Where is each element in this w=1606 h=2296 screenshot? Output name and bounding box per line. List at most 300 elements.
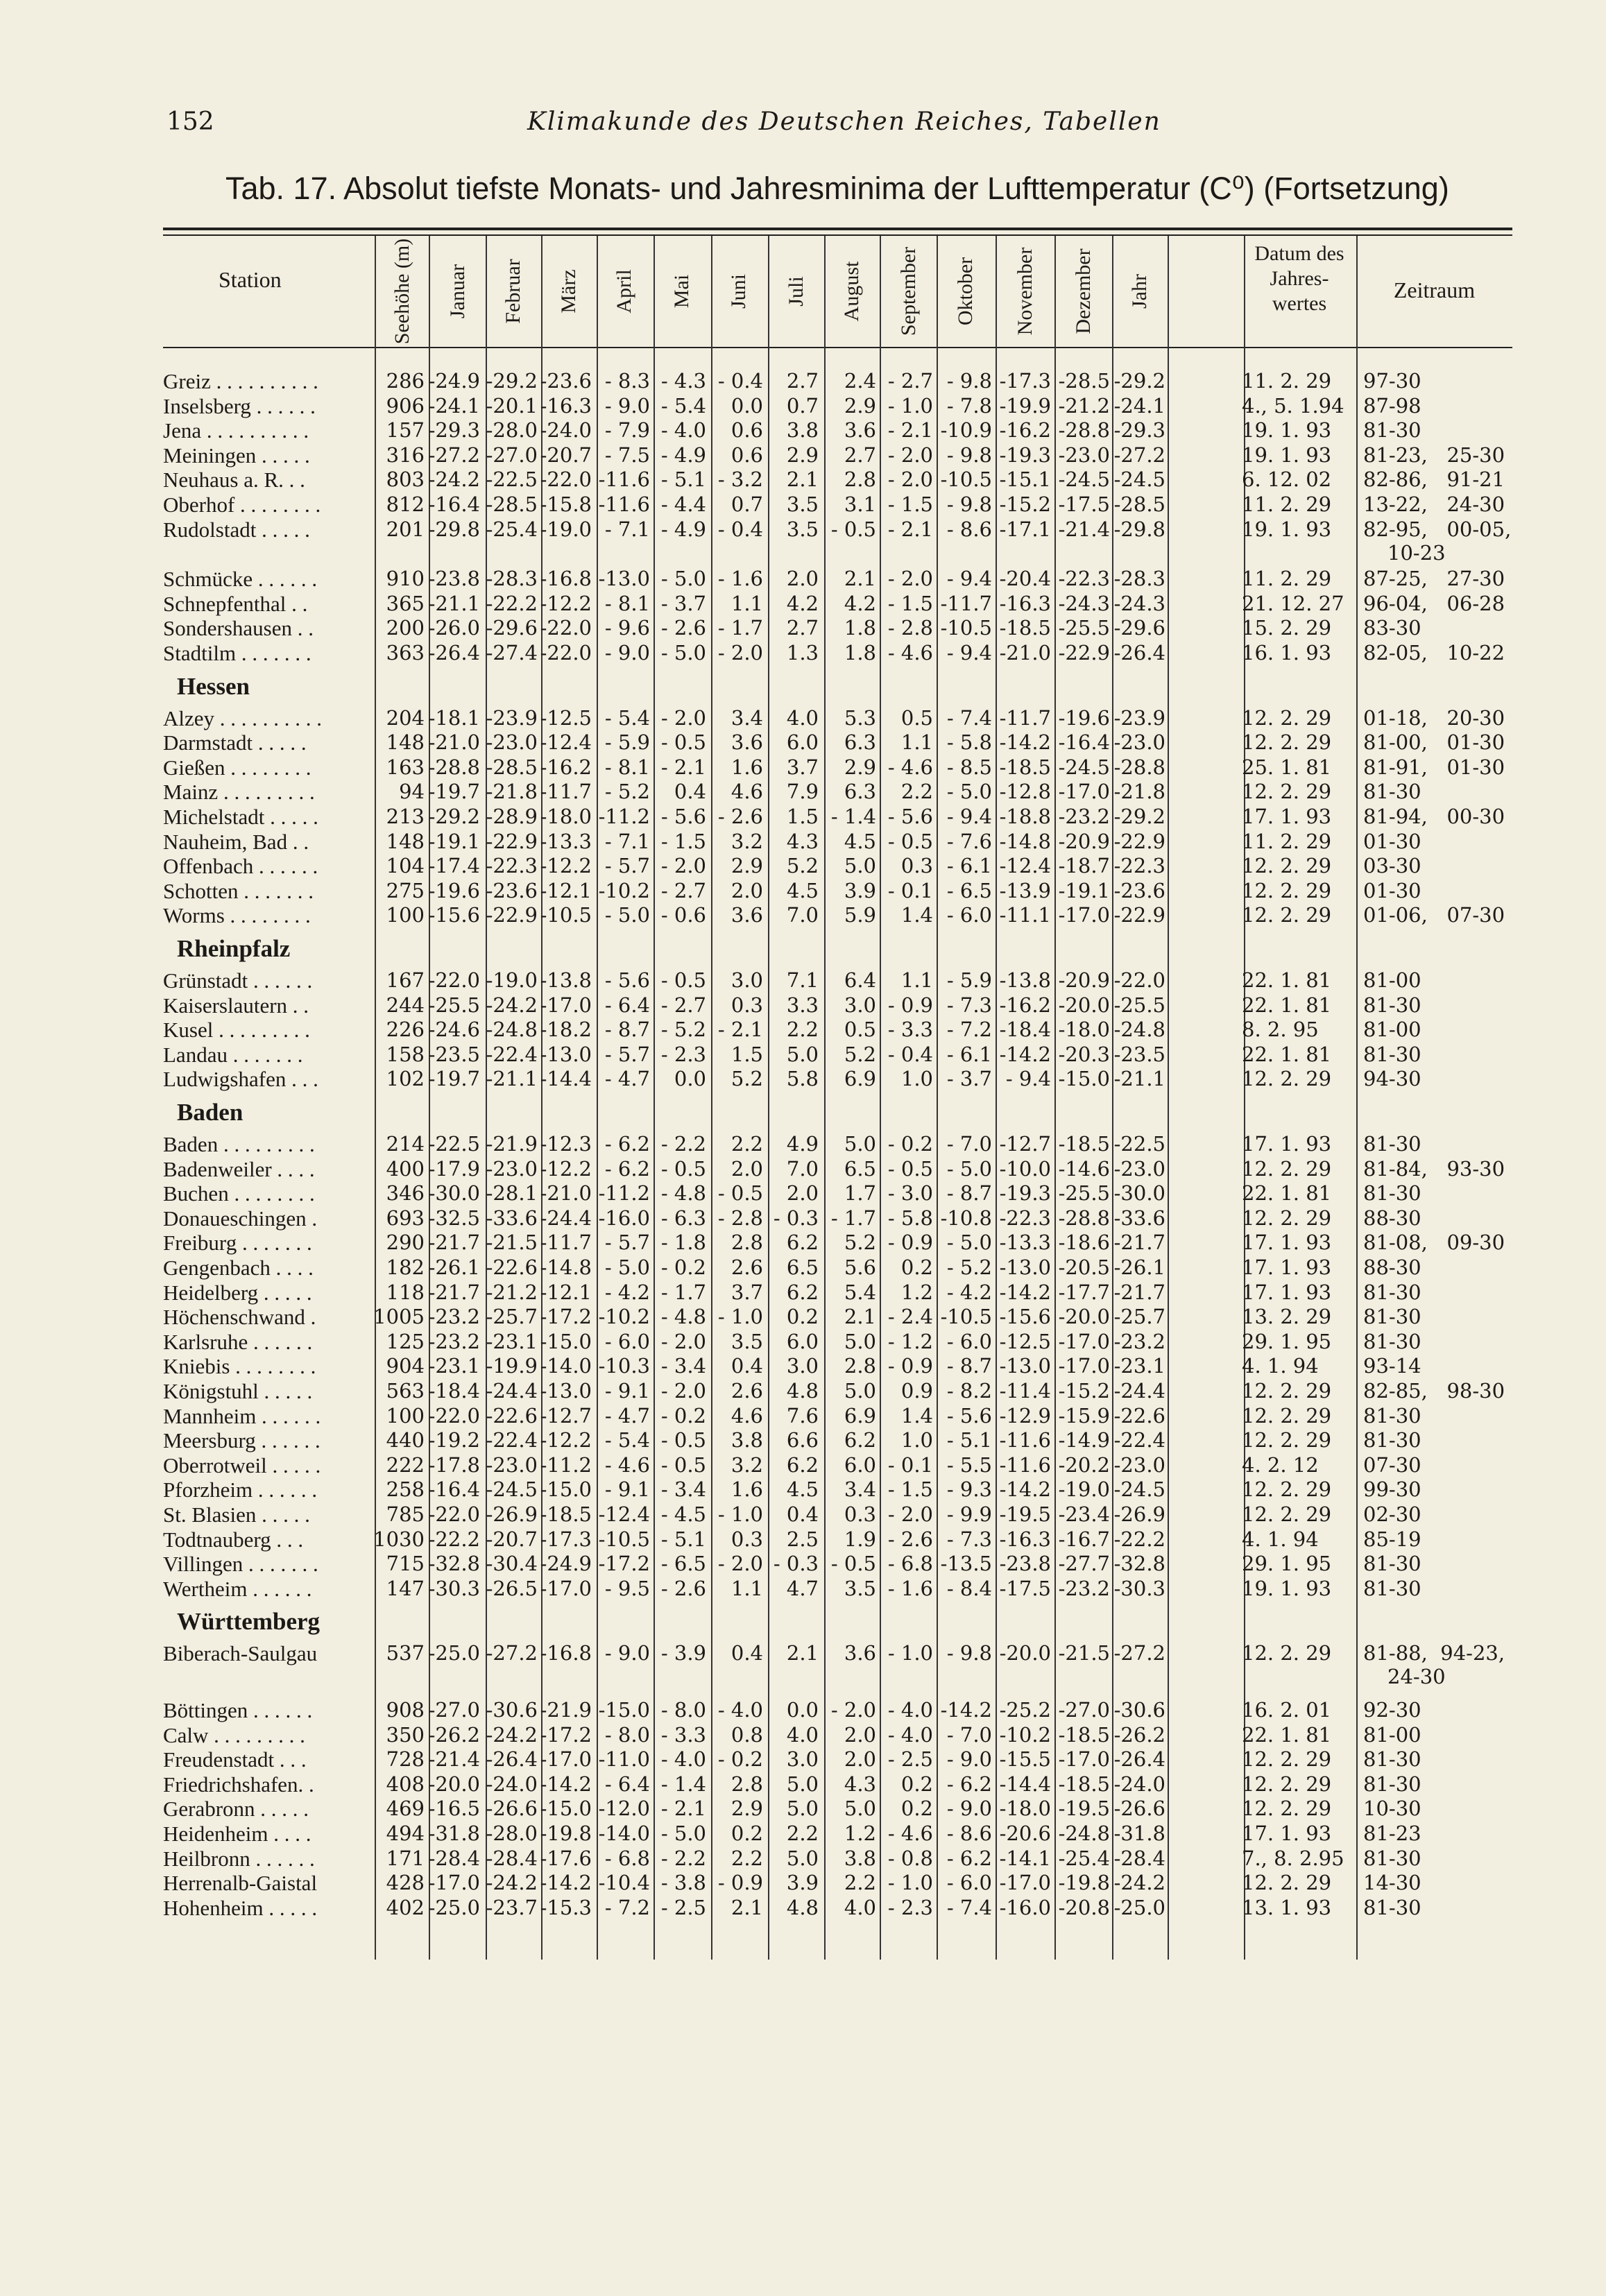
month-cell: - 5.7 — [604, 854, 650, 878]
month-cell: - 2.7 — [660, 878, 706, 902]
month-cell: - 1.0 — [887, 1871, 933, 1895]
month-cell: -23.0 — [1113, 730, 1165, 755]
month-cell: -16.2 — [540, 755, 592, 779]
month-cell: 1.1 — [731, 1576, 763, 1600]
month-cell: -26.1 — [428, 1256, 480, 1279]
month-cell: -10.8 — [940, 1206, 992, 1230]
month-cell: 4.5 — [844, 829, 876, 853]
column-header-zeitraum: Zeitraum — [1393, 277, 1476, 302]
month-cell: - 3.4 — [660, 1477, 706, 1502]
table-row — [0, 1330, 1606, 1353]
month-cell: -17.0 — [1058, 780, 1110, 804]
month-cell: 0.3 — [731, 1527, 763, 1551]
zeitraum-cell: 81-08, 09-30 — [1363, 1231, 1505, 1255]
month-cell: - 5.0 — [946, 1231, 992, 1255]
month-cell: -23.4 — [1058, 1502, 1110, 1526]
month-cell: 1.0 — [900, 1428, 933, 1453]
month-cell: 2.8 — [731, 1231, 763, 1255]
month-cell: -13.0 — [598, 567, 650, 591]
month-cell: -28.5 — [1113, 492, 1165, 516]
month-cell: -24.2 — [428, 468, 480, 492]
table-row — [0, 1067, 1606, 1090]
month-cell: -18.6 — [1058, 1231, 1110, 1255]
datum-cell: 16. 1. 93 — [1242, 641, 1332, 665]
month-cell: - 8.5 — [946, 755, 992, 779]
month-cell: -24.4 — [1113, 1379, 1165, 1403]
month-cell: - 1.4 — [660, 1772, 706, 1796]
zeitraum-cell: 94-30 — [1363, 1067, 1421, 1091]
month-cell: 0.7 — [786, 393, 819, 418]
month-cell: -19.3 — [999, 443, 1051, 467]
column-header-month: August — [840, 261, 863, 322]
month-cell: - 4.0 — [660, 1747, 706, 1772]
month-cell: - 2.0 — [660, 705, 706, 730]
month-cell: - 4.8 — [660, 1181, 706, 1206]
month-cell: - 0.4 — [887, 1042, 933, 1066]
month-cell: -14.0 — [540, 1354, 592, 1378]
month-cell: - 3.9 — [660, 1641, 706, 1665]
seehoehe-cell: 715 — [386, 1552, 425, 1576]
table-row — [0, 968, 1606, 992]
month-cell: -21.0 — [428, 730, 480, 755]
seehoehe-cell: 316 — [386, 443, 425, 467]
month-cell: -17.1 — [999, 517, 1051, 541]
month-cell: -18.0 — [1058, 1018, 1110, 1042]
zeitraum-cell: 81-30 — [1363, 1576, 1421, 1600]
month-cell: 2.2 — [844, 1871, 876, 1895]
month-cell: -17.0 — [1058, 1329, 1110, 1353]
month-cell: -18.5 — [1058, 1722, 1110, 1747]
month-cell: -18.5 — [999, 616, 1051, 640]
month-cell: - 8.7 — [604, 1018, 650, 1042]
month-cell: 1.2 — [900, 1280, 933, 1304]
zeitraum-cell: 99-30 — [1363, 1477, 1421, 1502]
datum-cell: 19. 1. 93 — [1242, 418, 1332, 443]
seehoehe-cell: 906 — [386, 393, 425, 418]
column-header-month: April — [613, 269, 635, 314]
month-cell: -11.6 — [999, 1453, 1051, 1477]
station-name: Ludwigshafen . . . — [163, 1067, 318, 1092]
month-cell: -20.0 — [1058, 1305, 1110, 1329]
datum-cell: 11. 2. 29 — [1242, 829, 1332, 853]
month-cell: -24.0 — [486, 1772, 538, 1796]
month-cell: - 5.4 — [604, 1428, 650, 1453]
month-cell: -14.2 — [940, 1698, 992, 1722]
station-name: Mainz . . . . . . . . . — [163, 780, 315, 805]
month-cell: -28.8 — [1058, 1206, 1110, 1230]
datum-cell: 4. 1. 94 — [1242, 1527, 1319, 1551]
month-cell: - 7.2 — [946, 1018, 992, 1042]
month-cell: - 9.3 — [946, 1477, 992, 1502]
month-cell: 3.2 — [731, 1453, 763, 1477]
month-cell: -21.4 — [1058, 517, 1110, 541]
month-cell: - 5.6 — [946, 1403, 992, 1428]
month-cell: -18.4 — [428, 1379, 480, 1403]
seehoehe-cell: 803 — [386, 468, 425, 492]
month-cell: -14.2 — [999, 730, 1051, 755]
month-cell: -22.2 — [428, 1527, 480, 1551]
month-cell: - 5.6 — [887, 805, 933, 828]
table-row — [0, 1404, 1606, 1428]
month-cell: 2.0 — [786, 1181, 819, 1206]
month-cell: -30.3 — [428, 1576, 480, 1600]
seehoehe-cell: 158 — [386, 1042, 425, 1066]
month-cell: 3.0 — [786, 1354, 819, 1378]
month-cell: -26.0 — [428, 616, 480, 640]
month-cell: -22.3 — [486, 854, 538, 878]
month-cell: -23.8 — [428, 567, 480, 591]
month-cell: 5.9 — [844, 903, 876, 927]
month-cell: - 0.5 — [887, 829, 933, 853]
month-cell: -25.0 — [428, 1641, 480, 1665]
month-cell: - 4.2 — [946, 1280, 992, 1304]
month-cell: - 8.4 — [946, 1576, 992, 1600]
section-heading: Rheinpfalz — [177, 935, 291, 962]
month-cell: -29.8 — [1113, 517, 1165, 541]
month-cell: -12.4 — [999, 854, 1051, 878]
month-cell: - 1.7 — [717, 616, 763, 640]
month-cell: -10.4 — [598, 1871, 650, 1895]
datum-cell: 17. 1. 93 — [1242, 1280, 1332, 1304]
month-cell: - 4.8 — [660, 1305, 706, 1329]
month-cell: - 1.2 — [887, 1329, 933, 1353]
zeitraum-cell: 07-30 — [1363, 1453, 1421, 1477]
month-cell: -15.0 — [540, 1477, 592, 1502]
month-cell: -12.3 — [540, 1132, 592, 1156]
month-cell: - 9.8 — [946, 492, 992, 516]
month-cell: - 2.0 — [887, 1502, 933, 1526]
month-cell: -23.0 — [1058, 443, 1110, 467]
month-cell: -23.2 — [1058, 805, 1110, 828]
month-cell: - 4.6 — [887, 641, 933, 665]
seehoehe-cell: 94 — [399, 780, 425, 804]
month-cell: - 1.4 — [830, 805, 876, 828]
month-cell: -28.1 — [486, 1181, 538, 1206]
month-cell: 4.7 — [786, 1576, 819, 1600]
datum-cell: 11. 2. 29 — [1242, 369, 1332, 393]
month-cell: -30.0 — [428, 1181, 480, 1206]
month-cell: 3.0 — [844, 993, 876, 1017]
seehoehe-cell: 363 — [386, 641, 425, 665]
month-cell: -11.6 — [598, 468, 650, 492]
station-name: Gengenbach . . . . — [163, 1256, 314, 1280]
month-cell: -24.1 — [1113, 393, 1165, 418]
month-cell: -30.3 — [1113, 1576, 1165, 1600]
month-cell: - 0.5 — [887, 1156, 933, 1181]
month-cell: 2.8 — [731, 1772, 763, 1796]
month-cell: 3.5 — [786, 517, 819, 541]
month-cell: 0.2 — [900, 1797, 933, 1821]
month-cell: -22.3 — [1058, 567, 1110, 591]
table-row — [0, 1181, 1606, 1205]
month-cell: - 4.6 — [887, 1822, 933, 1845]
month-cell: -26.4 — [1113, 641, 1165, 665]
month-cell: - 4.0 — [660, 418, 706, 443]
month-cell: - 3.8 — [660, 1871, 706, 1895]
month-cell: 3.5 — [731, 1329, 763, 1353]
month-cell: -13.0 — [999, 1256, 1051, 1279]
datum-cell: 22. 1. 81 — [1242, 968, 1332, 992]
seehoehe-cell: 171 — [386, 1846, 425, 1870]
month-cell: 7.9 — [786, 780, 819, 804]
month-cell: -12.4 — [598, 1502, 650, 1526]
datum-cell: 17. 1. 93 — [1242, 1822, 1332, 1845]
month-cell: - 9.4 — [1005, 1067, 1051, 1091]
datum-cell: 12. 2. 29 — [1242, 780, 1332, 804]
month-cell: - 0.5 — [660, 1156, 706, 1181]
station-name: Rudolstadt . . . . . — [163, 517, 310, 542]
seehoehe-cell: 286 — [386, 369, 425, 393]
month-cell: - 0.9 — [887, 1354, 933, 1378]
seehoehe-cell: 244 — [386, 993, 425, 1017]
zeitraum-cell: 81-30 — [1363, 780, 1421, 804]
month-cell: -30.4 — [486, 1552, 538, 1576]
month-cell: -17.6 — [540, 1846, 592, 1870]
month-cell: 5.0 — [786, 1797, 819, 1821]
month-cell: - 0.3 — [773, 1552, 819, 1576]
month-cell: - 2.5 — [660, 1895, 706, 1919]
month-cell: 3.0 — [786, 1747, 819, 1772]
month-cell: -26.5 — [486, 1576, 538, 1600]
month-cell: -19.0 — [486, 968, 538, 992]
month-cell: -20.0 — [1058, 993, 1110, 1017]
month-cell: - 0.5 — [717, 1181, 763, 1206]
datum-cell: 12. 2. 29 — [1242, 705, 1332, 730]
month-cell: - 3.3 — [660, 1722, 706, 1747]
month-cell: -12.5 — [999, 1329, 1051, 1353]
datum-cell: 17. 1. 93 — [1242, 1231, 1332, 1255]
datum-cell: 12. 2. 29 — [1242, 1477, 1332, 1502]
month-cell: -16.3 — [999, 1527, 1051, 1551]
month-cell: -26.2 — [428, 1722, 480, 1747]
month-cell: - 9.8 — [946, 369, 992, 393]
station-name: Darmstadt . . . . . — [163, 730, 307, 755]
month-cell: -11.7 — [940, 591, 992, 615]
month-cell: -27.7 — [1058, 1552, 1110, 1576]
month-cell: -18.0 — [999, 1797, 1051, 1821]
table-row — [0, 830, 1606, 853]
station-name: Höchenschwand . — [163, 1305, 316, 1330]
month-cell: -28.3 — [1113, 567, 1165, 591]
seehoehe-cell: 157 — [386, 418, 425, 443]
seehoehe-cell: 100 — [386, 1403, 425, 1428]
month-cell: - 3.3 — [887, 1018, 933, 1042]
month-cell: -21.9 — [540, 1698, 592, 1722]
month-cell: -22.9 — [1058, 641, 1110, 665]
station-name: Hohenheim . . . . . — [163, 1895, 318, 1920]
month-cell: -24.5 — [486, 1477, 538, 1502]
zeitraum-cell: 81-30 — [1363, 1305, 1421, 1329]
month-cell: -10.5 — [940, 616, 992, 640]
table-row — [0, 730, 1606, 754]
column-header-month: November — [1014, 247, 1036, 336]
month-cell: - 6.1 — [946, 854, 992, 878]
station-name: Nauheim, Bad . . — [163, 829, 309, 854]
month-cell: 2.2 — [786, 1018, 819, 1042]
seehoehe-cell: 812 — [386, 492, 425, 516]
month-cell: - 1.8 — [660, 1231, 706, 1255]
table-row — [0, 1698, 1606, 1722]
month-cell: - 2.0 — [887, 443, 933, 467]
month-cell: -29.6 — [1113, 616, 1165, 640]
zeitraum-cell: 01-06, 07-30 — [1363, 903, 1505, 927]
datum-cell: 7., 8. 2.95 — [1242, 1846, 1344, 1870]
month-cell: -20.6 — [999, 1822, 1051, 1845]
datum-cell: 12. 2. 29 — [1242, 1428, 1332, 1453]
seehoehe-cell: 182 — [386, 1256, 425, 1279]
month-cell: - 5.7 — [604, 1042, 650, 1066]
seehoehe-cell: 100 — [386, 903, 425, 927]
month-cell: - 5.1 — [946, 1428, 992, 1453]
month-cell: - 8.1 — [604, 591, 650, 615]
month-cell: - 7.5 — [604, 443, 650, 467]
month-cell: -28.0 — [486, 418, 538, 443]
month-cell: -18.7 — [1058, 854, 1110, 878]
zeitraum-cell: 88-30 — [1363, 1206, 1421, 1230]
month-cell: - 2.1 — [887, 517, 933, 541]
month-cell: 1.6 — [731, 755, 763, 779]
month-cell: - 8.3 — [604, 369, 650, 393]
month-cell: -17.0 — [540, 1576, 592, 1600]
month-cell: -22.0 — [540, 616, 592, 640]
table-row — [0, 1747, 1606, 1771]
table-row — [0, 1132, 1606, 1156]
month-cell: -21.7 — [428, 1231, 480, 1255]
month-cell: -13.0 — [540, 1042, 592, 1066]
datum-cell: 16. 2. 01 — [1242, 1698, 1332, 1722]
month-cell: -12.1 — [540, 878, 592, 902]
month-cell: 4.8 — [786, 1379, 819, 1403]
month-cell: - 1.5 — [887, 492, 933, 516]
seehoehe-cell: 222 — [386, 1453, 425, 1477]
zeitraum-cell: 81-00 — [1363, 1018, 1421, 1042]
month-cell: 2.1 — [844, 567, 876, 591]
month-cell: - 2.0 — [660, 1379, 706, 1403]
table-row — [0, 1871, 1606, 1894]
month-cell: 2.9 — [786, 443, 819, 467]
station-name: Heidelberg . . . . . — [163, 1280, 312, 1305]
section-heading: Baden — [177, 1099, 244, 1126]
month-cell: -20.4 — [999, 567, 1051, 591]
month-cell: - 3.4 — [660, 1354, 706, 1378]
month-cell: -21.1 — [1113, 1067, 1165, 1091]
month-cell: 3.6 — [844, 1641, 876, 1665]
table-row — [0, 854, 1606, 877]
station-name: Oberhof . . . . . . . . — [163, 492, 321, 517]
seehoehe-cell: 102 — [386, 1067, 425, 1091]
zeitraum-cell: 82-05, 10-22 — [1363, 641, 1505, 665]
seehoehe-cell: 148 — [386, 829, 425, 853]
seehoehe-cell: 440 — [386, 1428, 425, 1453]
month-cell: - 5.2 — [946, 1256, 992, 1279]
month-cell: - 2.0 — [830, 1698, 876, 1722]
month-cell: 2.0 — [731, 878, 763, 902]
table-row — [0, 641, 1606, 665]
month-cell: 6.5 — [786, 1256, 819, 1279]
month-cell: -21.9 — [486, 1132, 538, 1156]
station-name: Offenbach . . . . . . — [163, 854, 318, 879]
month-cell: - 0.2 — [660, 1256, 706, 1279]
month-cell: - 9.4 — [946, 567, 992, 591]
month-cell: -22.0 — [1113, 968, 1165, 992]
seehoehe-cell: 125 — [386, 1329, 425, 1353]
zeitraum-cell: 03-30 — [1363, 854, 1421, 878]
month-cell: - 7.4 — [946, 1895, 992, 1919]
month-cell: 3.9 — [786, 1871, 819, 1895]
month-cell: -27.2 — [1113, 443, 1165, 467]
datum-cell: 12. 2. 29 — [1242, 1502, 1332, 1526]
month-cell: 5.0 — [786, 1042, 819, 1066]
month-cell: 2.9 — [731, 1797, 763, 1821]
table-row — [0, 1206, 1606, 1230]
month-cell: - 6.1 — [946, 1042, 992, 1066]
month-cell: -24.2 — [1113, 1871, 1165, 1895]
month-cell: -17.8 — [428, 1453, 480, 1477]
month-cell: 6.2 — [786, 1231, 819, 1255]
month-cell: - 6.2 — [604, 1132, 650, 1156]
month-cell: - 2.4 — [887, 1305, 933, 1329]
seehoehe-cell: 167 — [386, 968, 425, 992]
month-cell: - 2.2 — [660, 1846, 706, 1870]
month-cell: -19.1 — [428, 829, 480, 853]
month-cell: -20.1 — [486, 393, 538, 418]
month-cell: -25.5 — [1058, 1181, 1110, 1206]
month-cell: 0.0 — [731, 393, 763, 418]
month-cell: - 5.0 — [604, 903, 650, 927]
station-name: St. Blasien . . . . . — [163, 1502, 310, 1527]
seehoehe-cell: 494 — [386, 1822, 425, 1845]
seehoehe-cell: 1005 — [373, 1305, 425, 1329]
month-cell: -17.5 — [1058, 492, 1110, 516]
zeitraum-cell: 81-94, 00-30 — [1363, 805, 1505, 828]
month-cell: -31.8 — [428, 1822, 480, 1845]
month-cell: - 5.9 — [604, 730, 650, 755]
zeitraum-cell: 81-30 — [1363, 1329, 1421, 1353]
month-cell: - 4.9 — [660, 443, 706, 467]
top-rule-thin — [163, 234, 1512, 236]
datum-cell: 13. 2. 29 — [1242, 1305, 1332, 1329]
table-row — [0, 616, 1606, 640]
station-name: Böttingen . . . . . . — [163, 1698, 313, 1722]
month-cell: - 2.6 — [887, 1527, 933, 1551]
zeitraum-cell: 87-98 — [1363, 393, 1421, 418]
month-cell: -24.2 — [486, 1871, 538, 1895]
month-cell: -10.2 — [999, 1722, 1051, 1747]
month-cell: -14.1 — [999, 1846, 1051, 1870]
month-cell: -16.0 — [999, 1895, 1051, 1919]
month-cell: 2.0 — [731, 1156, 763, 1181]
month-cell: -24.9 — [540, 1552, 592, 1576]
zeitraum-cell: 85-19 — [1363, 1527, 1421, 1551]
month-cell: 5.4 — [844, 1280, 876, 1304]
month-cell: - 5.1 — [660, 468, 706, 492]
station-name: Kniebis . . . . . . . . — [163, 1354, 316, 1379]
month-cell: 2.5 — [786, 1527, 819, 1551]
month-cell: - 9.8 — [946, 1641, 992, 1665]
column-header-month: Jahr — [1128, 274, 1151, 309]
month-cell: 4.8 — [786, 1895, 819, 1919]
month-cell: 2.8 — [844, 1354, 876, 1378]
month-cell: - 9.0 — [604, 393, 650, 418]
month-cell: 6.9 — [844, 1403, 876, 1428]
month-cell: -12.1 — [540, 1280, 592, 1304]
zeitraum-cell: 81-84, 93-30 — [1363, 1156, 1505, 1181]
month-cell: -18.4 — [999, 1018, 1051, 1042]
month-cell: - 0.9 — [717, 1871, 763, 1895]
month-cell: -17.2 — [598, 1552, 650, 1576]
month-cell: -15.9 — [1058, 1403, 1110, 1428]
table-row — [0, 1256, 1606, 1279]
